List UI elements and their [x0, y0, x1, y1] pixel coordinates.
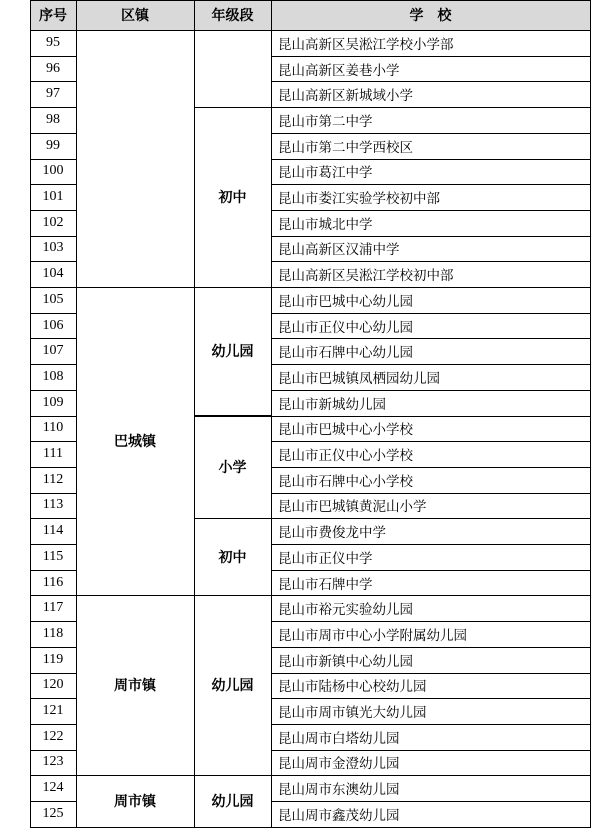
school-name: 昆山周市东澳幼儿园	[278, 782, 400, 799]
school-name: 昆山市石牌中学	[278, 576, 373, 593]
school-name: 昆山市葛江中学	[278, 165, 373, 182]
school-name: 昆山高新区汉浦中学	[278, 242, 400, 259]
school-name: 昆山市第二中学	[278, 113, 373, 130]
row-number: 116	[42, 574, 64, 590]
row-number: 100	[42, 163, 64, 179]
row-number: 113	[42, 497, 64, 513]
grade-cell	[194, 30, 271, 107]
school-name: 昆山高新区吴淞江学校小学部	[278, 36, 454, 53]
row-number: 118	[42, 625, 64, 641]
row-number: 98	[46, 111, 60, 127]
school-name: 昆山市巴城镇黄泥山小学	[278, 499, 427, 516]
row-number: 102	[42, 214, 64, 230]
school-name: 昆山市石牌中心小学校	[278, 473, 413, 490]
row-number: 122	[42, 728, 64, 744]
row-number: 95	[46, 34, 60, 50]
school-name: 昆山市正仪中学	[278, 550, 373, 567]
row-number: 107	[42, 343, 64, 359]
row-number: 117	[42, 600, 64, 616]
row-number: 111	[43, 446, 63, 462]
row-number: 103	[42, 240, 64, 256]
town-cell: 周市镇	[114, 793, 156, 810]
grade-cell: 幼儿园	[211, 344, 254, 361]
grade-cell: 小学	[218, 459, 247, 476]
school-name: 昆山市正仪中心小学校	[278, 448, 413, 465]
grade-cell: 幼儿园	[211, 793, 254, 810]
school-name: 昆山高新区吴淞江学校初中部	[278, 268, 454, 285]
row-number: 96	[46, 60, 60, 76]
school-name: 昆山高新区姜巷小学	[278, 62, 400, 79]
school-name: 昆山市巴城镇凤栖园幼儿园	[278, 370, 440, 387]
town-cell: 周市镇	[114, 678, 156, 695]
school-name: 昆山市周市中心小学附属幼儿园	[278, 627, 467, 644]
grade-cell: 初中	[218, 549, 247, 566]
school-name: 昆山市正仪中心幼儿园	[278, 319, 413, 336]
header-school: 学 校	[271, 0, 590, 30]
school-name: 昆山市新城幼儿园	[278, 396, 386, 413]
school-name: 昆山市陆杨中心校幼儿园	[278, 679, 427, 696]
row-number: 104	[42, 266, 64, 282]
row-number: 123	[42, 754, 64, 770]
row-number: 124	[42, 780, 64, 796]
town-cell	[76, 30, 194, 287]
school-name: 昆山市第二中学西校区	[278, 139, 413, 156]
school-name: 昆山市巴城中心小学校	[278, 422, 413, 439]
header-seq: 序号	[30, 0, 76, 30]
header-town: 区镇	[76, 0, 194, 30]
row-number: 121	[42, 703, 64, 719]
school-name: 昆山市娄江实验学校初中部	[278, 191, 440, 208]
school-name: 昆山周市鑫茂幼儿园	[278, 807, 400, 824]
school-name: 昆山市费俊龙中学	[278, 525, 386, 542]
row-number: 120	[42, 677, 64, 693]
row-number: 115	[42, 548, 64, 564]
school-name: 昆山市新镇中心幼儿园	[278, 653, 413, 670]
header-grade: 年级段	[194, 0, 271, 30]
row-number: 114	[42, 523, 64, 539]
row-number: 108	[42, 368, 64, 384]
row-number: 101	[42, 189, 64, 205]
row-number: 112	[42, 471, 64, 487]
school-name: 昆山市石牌中心幼儿园	[278, 345, 413, 362]
row-number: 109	[42, 394, 64, 410]
row-number: 110	[42, 420, 64, 436]
town-cell: 巴城镇	[114, 434, 156, 451]
row-number: 106	[42, 317, 64, 333]
grade-cell: 初中	[218, 190, 247, 207]
row-number: 105	[42, 291, 64, 307]
row-number: 119	[42, 651, 64, 667]
school-name: 昆山市裕元实验幼儿园	[278, 602, 413, 619]
school-name: 昆山市城北中学	[278, 216, 373, 233]
row-number: 99	[46, 137, 60, 153]
grade-cell: 幼儿园	[211, 678, 254, 695]
school-name: 昆山市周市镇光大幼儿园	[278, 705, 427, 722]
school-name: 昆山高新区新城域小学	[278, 88, 413, 105]
school-name: 昆山周市白塔幼儿园	[278, 730, 400, 747]
school-name: 昆山市巴城中心幼儿园	[278, 293, 413, 310]
row-number: 125	[42, 805, 64, 821]
row-number: 97	[46, 86, 60, 102]
school-name: 昆山周市金澄幼儿园	[278, 756, 400, 773]
